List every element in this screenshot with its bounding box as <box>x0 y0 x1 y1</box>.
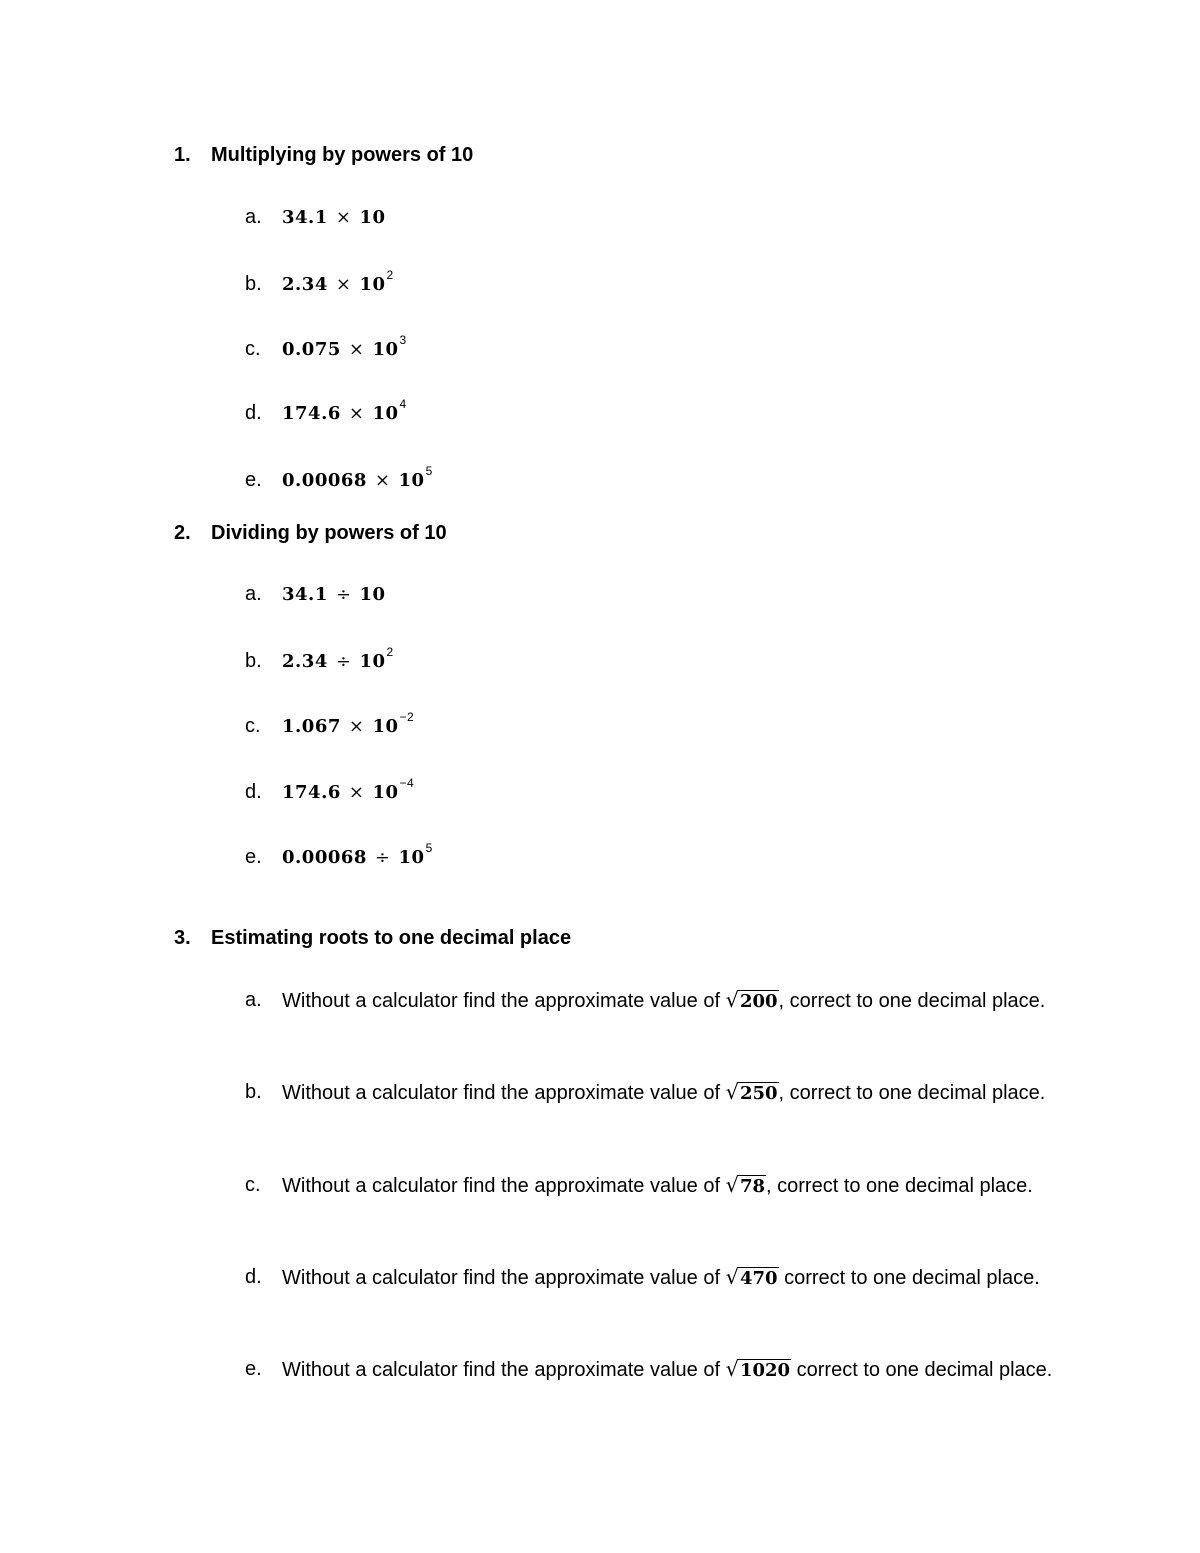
exponent: 3 <box>399 333 407 347</box>
square-root <box>726 1170 766 1202</box>
operator: × <box>348 339 365 360</box>
question-suffix: , correct to one decimal place. <box>778 990 1046 1012</box>
square-root <box>726 985 779 1017</box>
item-letter: e. <box>245 846 262 868</box>
operator: × <box>348 782 365 803</box>
section-1-heading <box>174 143 473 167</box>
math-expression <box>282 776 415 803</box>
question-prefix: Without a calculator find the approximate value of <box>282 1359 726 1381</box>
item-letter: b. <box>245 273 262 295</box>
list-item <box>245 267 394 297</box>
base-number: 174.6 <box>282 403 341 424</box>
math-expression <box>282 464 433 491</box>
math-expression <box>282 645 394 672</box>
question-text <box>282 1262 1062 1294</box>
exponent: 5 <box>425 841 433 855</box>
operator: × <box>335 274 352 295</box>
exponent: 2 <box>386 645 394 659</box>
question-letter: c. <box>245 1174 261 1196</box>
list-item <box>245 840 433 870</box>
radicand: 200 <box>739 991 778 1012</box>
question-suffix: correct to one decimal place. <box>791 1359 1053 1381</box>
item-letter: d. <box>245 402 262 424</box>
radicand: 250 <box>739 1083 778 1104</box>
power-base: 10 <box>359 651 386 672</box>
radical-sign-icon: √ <box>725 1265 739 1289</box>
radicand: 78 <box>739 1176 766 1197</box>
question-suffix: , correct to one decimal place. <box>766 1175 1033 1197</box>
question-text <box>282 1077 1062 1109</box>
question-prefix: Without a calculator find the approximate value of <box>282 990 726 1012</box>
power-base: 10 <box>398 470 425 491</box>
square-root <box>726 1077 779 1109</box>
question-prefix: Without a calculator find the approximate value of <box>282 1082 726 1104</box>
square-root <box>726 1262 779 1294</box>
list-item <box>245 709 414 739</box>
operator: ÷ <box>374 847 391 868</box>
operator: ÷ <box>335 651 352 672</box>
base-number: 0.075 <box>282 339 341 360</box>
question-text <box>282 985 1062 1017</box>
question-letter: b. <box>245 1081 262 1103</box>
item-letter: d. <box>245 781 262 803</box>
section-title: Estimating roots to one decimal place <box>211 927 572 949</box>
item-letter: c. <box>245 338 261 360</box>
section-number: 3. <box>174 927 191 949</box>
list-item <box>245 577 387 607</box>
item-letter: b. <box>245 650 262 672</box>
math-expression <box>282 333 407 360</box>
list-item <box>245 463 433 493</box>
section-2-heading <box>174 521 447 545</box>
math-expression <box>282 397 407 424</box>
power-base: 10 <box>359 274 386 295</box>
base-number: 1.067 <box>282 716 341 737</box>
math-expression <box>282 841 433 868</box>
question-letter: d. <box>245 1266 262 1288</box>
exponent: 2 <box>386 268 394 282</box>
math-expression <box>282 268 394 295</box>
radical-sign-icon: √ <box>725 1080 739 1104</box>
section-number: 2. <box>174 522 191 544</box>
question-suffix: correct to one decimal place. <box>778 1267 1040 1289</box>
question-prefix: Without a calculator find the approximate value of <box>282 1175 726 1197</box>
math-expression <box>282 584 387 605</box>
base-number: 2.34 <box>282 651 328 672</box>
question-prefix: Without a calculator find the approximate value of <box>282 1267 726 1289</box>
item-letter: a. <box>245 583 262 605</box>
power-base: 10 <box>359 584 386 605</box>
base-number: 2.34 <box>282 274 328 295</box>
power-base: 10 <box>372 782 399 803</box>
square-root <box>726 1354 792 1386</box>
exponent: 5 <box>425 464 433 478</box>
radical-sign-icon: √ <box>725 1173 739 1197</box>
operator: × <box>335 207 352 228</box>
radical-sign-icon: √ <box>725 988 739 1012</box>
power-base: 10 <box>372 716 399 737</box>
item-letter: e. <box>245 469 262 491</box>
exponent: −2 <box>399 710 415 724</box>
section-title: Multiplying by powers of 10 <box>211 144 474 166</box>
list-item <box>245 644 394 674</box>
item-letter: c. <box>245 715 261 737</box>
power-base: 10 <box>372 403 399 424</box>
section-title: Dividing by powers of 10 <box>211 522 447 544</box>
item-letter: a. <box>245 206 262 228</box>
operator: × <box>374 470 391 491</box>
list-item <box>245 332 407 362</box>
exponent: 4 <box>399 397 407 411</box>
radicand: 470 <box>739 1268 778 1289</box>
radical-sign-icon: √ <box>725 1357 739 1381</box>
list-item <box>245 200 387 230</box>
exponent: −4 <box>399 776 415 790</box>
list-item <box>245 775 414 805</box>
power-base: 10 <box>372 339 399 360</box>
operator: × <box>348 403 365 424</box>
power-base: 10 <box>359 207 386 228</box>
radicand: 1020 <box>739 1360 791 1381</box>
operator: × <box>348 716 365 737</box>
question-letter: a. <box>245 989 262 1011</box>
list-item <box>245 396 407 426</box>
base-number: 0.00068 <box>282 847 367 868</box>
math-expression <box>282 710 415 737</box>
base-number: 0.00068 <box>282 470 367 491</box>
math-expression <box>282 207 387 228</box>
base-number: 34.1 <box>282 207 328 228</box>
base-number: 174.6 <box>282 782 341 803</box>
question-letter: e. <box>245 1358 262 1380</box>
question-suffix: , correct to one decimal place. <box>778 1082 1046 1104</box>
operator: ÷ <box>335 584 352 605</box>
power-base: 10 <box>398 847 425 868</box>
section-3-heading <box>174 926 571 950</box>
base-number: 34.1 <box>282 584 328 605</box>
question-text <box>282 1354 1062 1386</box>
question-text <box>282 1170 1062 1202</box>
section-number: 1. <box>174 144 191 166</box>
